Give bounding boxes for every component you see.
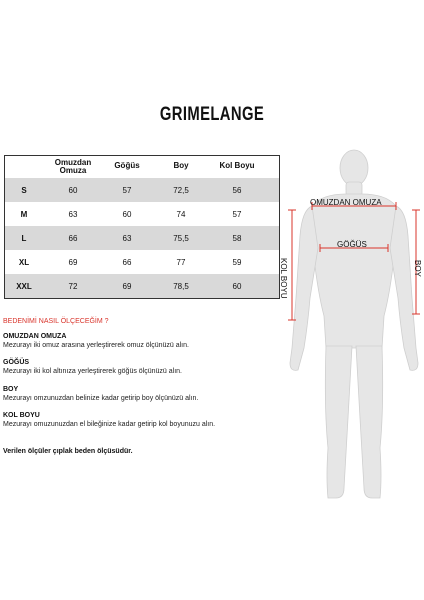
size-cell: XL [18,258,30,267]
size-cell: XXL [16,282,32,291]
body-figure [279,148,424,508]
omuz-cell: 63 [68,210,78,219]
size-cell: M [20,210,28,219]
gogus-cell: 69 [122,282,132,291]
omuz-cell: 72 [68,282,78,291]
guide-section-text: Mezurayı iki omuz arasına yerleştirerek omuz ölçünüzü alın. [3,342,189,349]
guide-section-text: Mezurayı omzunuzdan belinize kadar getirip boy ölçünüzü alın. [3,395,199,402]
kol-cell: 57 [232,210,242,219]
table-row [5,274,279,298]
size-cell: L [21,234,27,243]
omuz-cell: 60 [68,186,78,195]
gogus-cell: 63 [122,234,132,243]
size-table [4,155,280,299]
gogus-cell: 66 [122,258,132,267]
header-boy: Boy [173,161,189,170]
table-row [5,178,279,202]
guide-section-title: OMUZDAN OMUZA [3,333,67,340]
boy-cell: 75,5 [173,234,189,243]
boy-cell: 74 [176,210,186,219]
brand-title: GRIMELANGE [159,104,265,125]
measurement-note: Verilen ölçüler çıplak beden ölçüsüdür. [3,448,133,455]
kol-cell: 58 [232,234,242,243]
header-omuzdan-omuza: Omuzdan Omuza [54,158,92,175]
guide-section-title: GÖĞÜS [3,359,30,366]
sleeve-label: KOL BOYU [279,258,288,299]
gogus-cell: 60 [122,210,132,219]
guide-title: BEDENİMİ NASIL ÖLÇECEĞİM ? [3,318,109,325]
header-kol-boyu: Kol Boyu [219,161,255,170]
header-gogus: Göğüs [114,161,140,170]
length-label: BOY [413,260,422,277]
gogus-cell: 57 [122,186,132,195]
size-cell: S [21,186,27,195]
table-row [5,250,279,274]
boy-cell: 78,5 [173,282,189,291]
guide-section-text: Mezurayı omuzunuzdan el bileğinize kadar getirip kol boyunuzu alın. [3,421,216,428]
guide-section-title: BOY [3,386,19,393]
omuz-cell: 69 [68,258,78,267]
guide-section-text: Mezurayı iki kol altınıza yerleştirerek göğüs ölçünüzü alın. [3,368,182,375]
table-row [5,202,279,226]
kol-cell: 56 [232,186,242,195]
kol-cell: 60 [232,282,242,291]
boy-cell: 72,5 [173,186,189,195]
chest-label: GÖĞÜS [337,240,367,249]
shoulder-label: OMUZDAN OMUZA [310,198,382,207]
table-header [5,156,279,176]
boy-cell: 77 [176,258,186,267]
guide-section-title: KOL BOYU [3,412,40,419]
kol-cell: 59 [232,258,242,267]
table-row [5,226,279,250]
omuz-cell: 66 [68,234,78,243]
